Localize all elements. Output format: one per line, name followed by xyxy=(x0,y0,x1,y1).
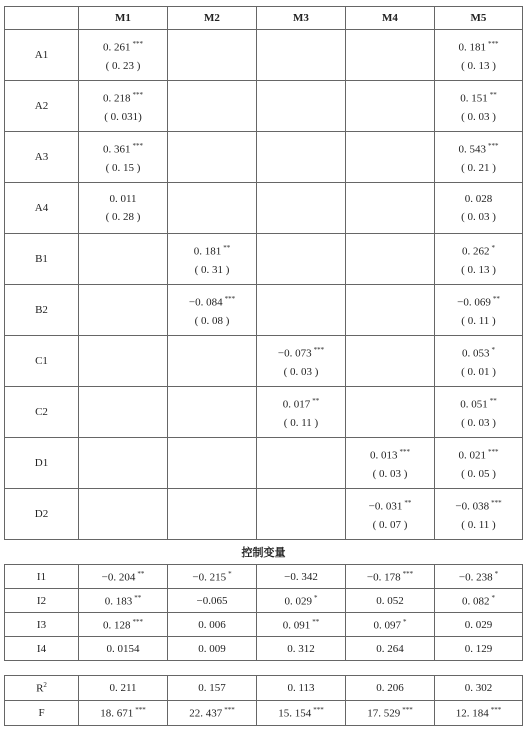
table-cell xyxy=(168,613,257,637)
table-cell xyxy=(435,30,523,81)
cell-value: −0. 178 xyxy=(366,571,401,584)
cell-value: 0. 0154 xyxy=(106,642,140,655)
significance-stars: ** xyxy=(312,397,320,406)
coefficient xyxy=(346,443,434,465)
table-cell xyxy=(79,183,168,234)
table-cell xyxy=(346,336,435,387)
significance-stars: ** xyxy=(134,593,142,602)
table-cell xyxy=(79,489,168,540)
table-cell xyxy=(257,234,346,285)
significance-stars: *** xyxy=(488,448,499,457)
coefficient xyxy=(435,86,522,108)
cell-value: 17. 529 xyxy=(367,707,401,720)
table-cell xyxy=(346,489,435,540)
table-row xyxy=(5,336,523,387)
significance-stars: *** xyxy=(402,569,414,578)
significance-stars: *** xyxy=(399,448,410,457)
row-label xyxy=(5,676,79,701)
cell-value: 0. 091 xyxy=(282,619,311,632)
significance-stars: * xyxy=(491,593,495,602)
coefficient xyxy=(168,239,256,261)
standard-error: ( 0. 13 ) xyxy=(461,263,496,276)
standard-error: ( 0. 031) xyxy=(104,110,142,123)
standard-error: ( 0. 03 ) xyxy=(283,365,319,378)
table-cell xyxy=(79,81,168,132)
table-cell xyxy=(346,183,435,234)
table-cell xyxy=(346,589,435,613)
cell-value: 0. 113 xyxy=(287,682,315,694)
table-cell xyxy=(346,387,435,438)
cell-value: 0. 211 xyxy=(109,682,137,694)
table-cell xyxy=(435,81,523,132)
coefficient-value: 0. 051 xyxy=(460,398,488,411)
coefficient xyxy=(435,392,522,414)
coefficient xyxy=(435,35,522,57)
table-row xyxy=(5,701,523,726)
cell-value: −0.065 xyxy=(196,594,228,607)
standard-error: ( 0. 03 ) xyxy=(461,211,496,223)
table-cell xyxy=(435,132,523,183)
row-label: A4 xyxy=(5,183,79,234)
table-cell xyxy=(346,676,435,701)
table-row xyxy=(5,30,523,81)
significance-stars: *** xyxy=(224,706,235,715)
table-cell xyxy=(79,285,168,336)
significance-stars: ** xyxy=(223,244,231,253)
table-cell xyxy=(257,285,346,336)
cell-value: 0. 097 xyxy=(373,619,401,632)
header-cell-m1: M1 xyxy=(79,7,168,30)
table-cell xyxy=(168,387,257,438)
table-row xyxy=(5,387,523,438)
table-cell xyxy=(168,285,257,336)
standard-error: ( 0. 05 ) xyxy=(461,467,496,480)
standard-error: ( 0. 08 ) xyxy=(194,314,230,327)
table-cell xyxy=(346,438,435,489)
table-cell xyxy=(257,613,346,637)
cell-value: 0. 312 xyxy=(287,642,315,655)
row-label: D2 xyxy=(5,489,79,540)
significance-stars: *** xyxy=(313,706,324,715)
significance-stars: *** xyxy=(135,706,146,715)
row-label: A3 xyxy=(5,132,79,183)
table-row xyxy=(5,637,523,661)
coefficient-value: −0. 031 xyxy=(368,500,403,513)
coefficient-value: 0. 261 xyxy=(103,41,131,54)
standard-error: ( 0. 11 ) xyxy=(283,416,319,429)
row-label-text: I3 xyxy=(36,618,47,631)
table-cell xyxy=(257,676,346,701)
coefficient xyxy=(435,137,522,159)
table-cell xyxy=(435,438,523,489)
table-cell xyxy=(346,637,435,661)
header-cell-m2: M2 xyxy=(168,7,257,30)
coefficient-value: −0. 084 xyxy=(188,296,223,309)
table-cell xyxy=(435,701,523,726)
table-cell xyxy=(346,701,435,726)
row-label-text: R xyxy=(36,682,44,695)
table-cell xyxy=(346,132,435,183)
table-cell xyxy=(79,637,168,661)
row-label xyxy=(5,565,79,589)
control-header-row xyxy=(5,540,523,565)
coefficient-value: 0. 181 xyxy=(193,245,222,258)
header-cell-m4: M4 xyxy=(346,7,435,30)
cell-value: −0. 204 xyxy=(101,571,136,584)
row-label: B2 xyxy=(5,285,79,336)
table-cell xyxy=(435,285,523,336)
table-cell xyxy=(79,589,168,613)
significance-stars: *** xyxy=(490,706,502,715)
table-cell xyxy=(168,336,257,387)
significance-stars: ** xyxy=(312,617,320,626)
table-cell xyxy=(168,234,257,285)
table-row xyxy=(5,676,523,701)
table-cell xyxy=(257,387,346,438)
coefficient-value: 0. 017 xyxy=(282,398,311,411)
table-cell xyxy=(168,565,257,589)
table-cell xyxy=(168,676,257,701)
significance-stars: * xyxy=(228,569,232,578)
coefficient xyxy=(435,239,522,261)
significance-stars: *** xyxy=(488,40,499,49)
table-cell xyxy=(435,613,523,637)
table-cell xyxy=(257,701,346,726)
row-label: C2 xyxy=(5,387,79,438)
table-cell xyxy=(168,30,257,81)
significance-stars: *** xyxy=(488,142,499,151)
row-label-text: I2 xyxy=(36,594,47,607)
table-cell xyxy=(79,565,168,589)
table-cell xyxy=(79,701,168,726)
table-row xyxy=(5,183,523,234)
coefficient xyxy=(435,190,522,208)
standard-error: ( 0. 03 ) xyxy=(461,416,496,429)
coefficient xyxy=(435,290,522,312)
significance-stars: * xyxy=(494,569,499,578)
header-cell-empty xyxy=(5,7,79,30)
table-cell xyxy=(168,589,257,613)
cell-value: 0. 129 xyxy=(464,642,493,655)
coefficient-value: 0. 181 xyxy=(458,41,486,54)
spacer-row xyxy=(5,661,523,676)
coefficient xyxy=(79,86,167,108)
significance-stars: ** xyxy=(137,569,145,578)
table-cell xyxy=(168,438,257,489)
superscript: 2 xyxy=(43,681,47,690)
coefficient-value: 0. 218 xyxy=(103,92,131,105)
table-cell xyxy=(168,637,257,661)
row-label: A1 xyxy=(5,30,79,81)
significance-stars: * xyxy=(403,617,407,626)
table-cell xyxy=(79,676,168,701)
spacer-cell xyxy=(5,661,523,676)
table-cell xyxy=(257,30,346,81)
table-row xyxy=(5,589,523,613)
row-label-text: I1 xyxy=(36,570,47,583)
table-cell xyxy=(79,613,168,637)
standard-error: ( 0. 03 ) xyxy=(372,467,408,480)
cell-value: −0. 215 xyxy=(192,571,227,584)
row-label: A2 xyxy=(5,81,79,132)
table-cell xyxy=(435,565,523,589)
standard-error: ( 0. 28 ) xyxy=(105,211,141,223)
coefficient xyxy=(257,392,345,414)
coefficient-value: 0. 053 xyxy=(462,347,490,360)
table-cell xyxy=(346,285,435,336)
coefficient xyxy=(257,341,345,363)
cell-value: 0. 302 xyxy=(464,682,493,694)
table-row xyxy=(5,489,523,540)
coefficient xyxy=(346,494,434,516)
standard-error: ( 0. 11 ) xyxy=(461,518,496,531)
table-cell xyxy=(257,132,346,183)
table-cell xyxy=(168,183,257,234)
table-cell xyxy=(168,701,257,726)
coefficient xyxy=(435,443,522,465)
table-cell xyxy=(257,183,346,234)
coefficient xyxy=(79,35,167,57)
coefficient-value: 0. 021 xyxy=(458,449,486,462)
coefficient-value: 0. 011 xyxy=(109,193,137,205)
table-cell xyxy=(79,387,168,438)
row-label xyxy=(5,613,79,637)
table-row xyxy=(5,285,523,336)
table-cell xyxy=(346,613,435,637)
table-cell xyxy=(435,489,523,540)
coefficient-value: 0. 543 xyxy=(458,143,486,156)
significance-stars: ** xyxy=(489,91,497,100)
table-cell xyxy=(257,336,346,387)
coefficient xyxy=(435,341,522,363)
coefficient-value: 0. 262 xyxy=(462,245,490,258)
header-cell-m5: M5 xyxy=(435,7,523,30)
table-cell xyxy=(79,132,168,183)
table-row xyxy=(5,234,523,285)
standard-error: ( 0. 11 ) xyxy=(461,314,496,327)
table-cell xyxy=(257,489,346,540)
coefficient-value: 0. 028 xyxy=(464,193,493,205)
standard-error: ( 0. 03 ) xyxy=(461,110,496,123)
table-row xyxy=(5,132,523,183)
table-cell xyxy=(435,589,523,613)
coefficient xyxy=(79,190,167,208)
significance-stars: * xyxy=(491,346,495,355)
table-cell xyxy=(257,438,346,489)
standard-error: ( 0. 21 ) xyxy=(461,161,496,174)
coefficient-value: 0. 151 xyxy=(460,92,488,105)
table-cell xyxy=(168,489,257,540)
table-cell xyxy=(435,676,523,701)
significance-stars: ** xyxy=(492,295,500,304)
table-cell xyxy=(346,234,435,285)
table-cell xyxy=(257,589,346,613)
table-cell xyxy=(79,234,168,285)
cell-value: 0. 082 xyxy=(462,595,490,608)
table-cell xyxy=(435,336,523,387)
table-cell xyxy=(79,438,168,489)
table-cell xyxy=(435,183,523,234)
standard-error: ( 0. 23 ) xyxy=(105,59,141,72)
row-label xyxy=(5,637,79,661)
standard-error: ( 0. 13 ) xyxy=(461,59,496,72)
row-label: D1 xyxy=(5,438,79,489)
cell-value: 0. 183 xyxy=(104,595,133,608)
row-label-text: I4 xyxy=(36,642,47,655)
row-label xyxy=(5,589,79,613)
header-row xyxy=(5,7,523,30)
significance-stars: ** xyxy=(404,499,412,508)
coefficient xyxy=(168,290,256,312)
standard-error: ( 0. 07 ) xyxy=(372,518,408,531)
coefficient-value: −0. 073 xyxy=(277,347,312,360)
table-cell xyxy=(435,234,523,285)
table-cell xyxy=(168,132,257,183)
cell-value: 18. 671 xyxy=(100,707,134,720)
coefficient xyxy=(435,494,522,516)
significance-stars: *** xyxy=(224,295,236,304)
cell-value: 0. 264 xyxy=(376,642,404,655)
significance-stars: *** xyxy=(313,346,325,355)
table-cell xyxy=(435,637,523,661)
significance-stars: *** xyxy=(132,617,143,626)
table-cell xyxy=(257,565,346,589)
standard-error: ( 0. 31 ) xyxy=(194,263,230,276)
cell-value: 22. 437 xyxy=(189,707,223,720)
cell-value: 12. 184 xyxy=(455,707,489,720)
cell-value: −0. 238 xyxy=(458,571,493,584)
significance-stars: *** xyxy=(491,499,502,508)
table-row xyxy=(5,81,523,132)
table-row xyxy=(5,613,523,637)
row-label-text: F xyxy=(38,707,45,719)
coefficient-value: −0. 038 xyxy=(455,500,490,513)
cell-value: 0. 206 xyxy=(376,682,404,694)
table-cell xyxy=(168,81,257,132)
cell-value: 0. 029 xyxy=(464,618,493,631)
row-label: B1 xyxy=(5,234,79,285)
row-label: C1 xyxy=(5,336,79,387)
cell-value: 0. 128 xyxy=(103,619,131,632)
control-header: 控制变量 xyxy=(5,540,523,565)
table-cell xyxy=(79,30,168,81)
standard-error: ( 0. 01 ) xyxy=(461,365,496,378)
cell-value: 0. 157 xyxy=(198,682,226,694)
row-label xyxy=(5,701,79,726)
significance-stars: * xyxy=(314,593,318,602)
significance-stars: * xyxy=(491,244,495,253)
table-cell xyxy=(346,30,435,81)
regression-table xyxy=(4,6,523,726)
standard-error: ( 0. 15 ) xyxy=(105,161,141,174)
significance-stars: *** xyxy=(132,142,143,151)
table-cell xyxy=(79,336,168,387)
cell-value: 15. 154 xyxy=(278,707,312,720)
coefficient-value: −0. 069 xyxy=(457,296,491,309)
table-cell xyxy=(257,81,346,132)
cell-value: 0. 029 xyxy=(284,595,312,608)
table-cell xyxy=(257,637,346,661)
table-row xyxy=(5,565,523,589)
significance-stars: ** xyxy=(489,397,497,406)
significance-stars: *** xyxy=(402,706,413,715)
table-cell xyxy=(346,565,435,589)
cell-value: 0. 052 xyxy=(376,594,404,607)
significance-stars: *** xyxy=(132,40,143,49)
cell-value: 0. 006 xyxy=(198,618,226,631)
table-cell xyxy=(435,387,523,438)
table-row xyxy=(5,438,523,489)
table-cell xyxy=(346,81,435,132)
coefficient-value: 0. 013 xyxy=(370,449,398,462)
cell-value: 0. 009 xyxy=(198,642,226,655)
significance-stars: *** xyxy=(132,91,143,100)
header-cell-m3: M3 xyxy=(257,7,346,30)
cell-value: −0. 342 xyxy=(284,570,318,583)
coefficient-value: 0. 361 xyxy=(103,143,131,156)
coefficient xyxy=(79,137,167,159)
